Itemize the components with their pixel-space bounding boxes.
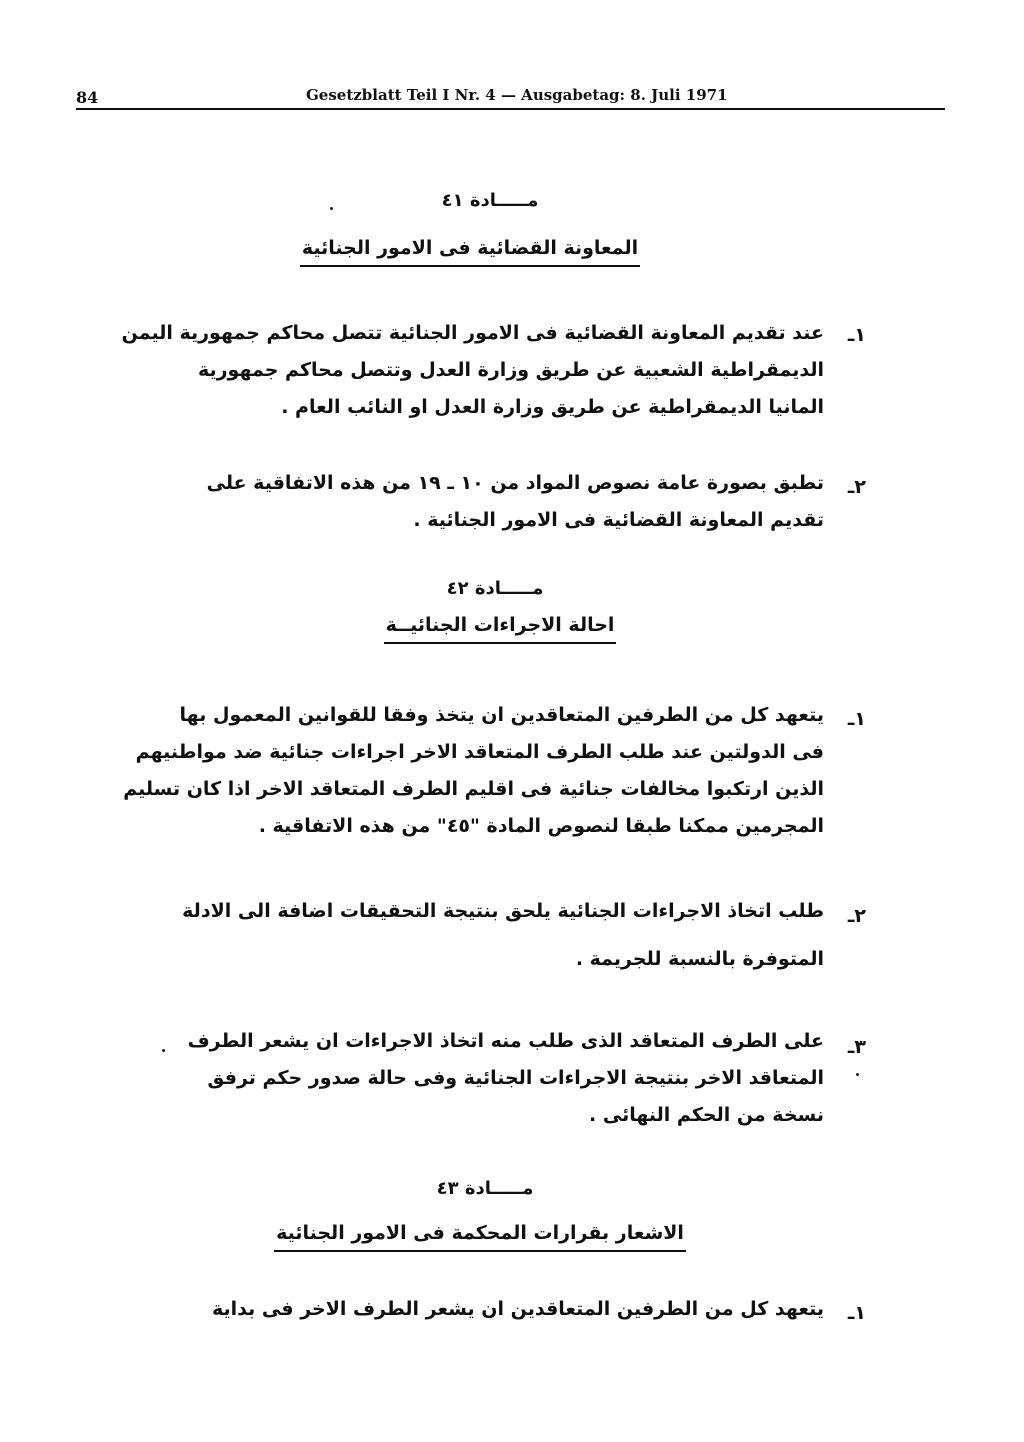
a41-p1 xyxy=(122,322,824,433)
article-42-title xyxy=(330,614,670,636)
a42-p3 xyxy=(188,1030,824,1141)
article-41-title xyxy=(270,237,670,259)
a41-p2-number: ٢ـ xyxy=(847,476,866,498)
a42-p3-number: ٣ـ xyxy=(847,1036,866,1058)
a42-p1 xyxy=(123,704,824,852)
a42-p2-line-1: طلب اتخاذ الاجراءات الجنائية يلحق بنتيجة التحقيقات اضافة الى الادلة xyxy=(182,900,824,922)
a42-p3-line-1: على الطرف المتعاقد الذى طلب منه اتخاذ الاجراءات ان يشعر الطرف xyxy=(187,1030,824,1052)
a41-p1-line-2: الديمقراطية الشعبية عن طريق وزارة العدل وتتصل محاكم جمهورية xyxy=(197,359,824,381)
a42-p3-line-2: المتعاقد الاخر بنتيجة الاجراءات الجنائية وفى حالة صدور حكم ترفق xyxy=(207,1067,824,1089)
article-42-title-text: احالة الاجراءات الجنائيــة xyxy=(384,614,617,644)
scan-speck xyxy=(330,207,333,210)
a42-p2-number: ٢ـ xyxy=(847,905,866,927)
a41-p1-number: ١ـ xyxy=(847,324,866,346)
a42-p1-line-3: الذين ارتكبوا مخالفات جنائية فى اقليم الطرف المتعاقد الاخر اذا كان تسليم xyxy=(123,778,824,800)
a43-p1-number: ١ـ xyxy=(847,1302,866,1324)
scan-speck xyxy=(856,1073,859,1076)
page-number: 84 xyxy=(76,88,99,107)
a41-p1-line-1: عند تقديم المعاونة القضائية فى الامور الجنائية تتصل محاكم جمهورية اليمن xyxy=(121,322,824,344)
article-43-title xyxy=(250,1222,710,1244)
article-41-title-text: المعاونة القضائية فى الامور الجنائية xyxy=(300,237,640,267)
a42-p3-line-3: نسخة من الحكم النهائى . xyxy=(589,1104,824,1126)
a41-p2 xyxy=(207,472,824,546)
running-head: Gesetzblatt Teil I Nr. 4 — Ausgabetag: 8. Juli 1971 xyxy=(306,86,728,104)
article-43-label: مـــــادة ٤٣ xyxy=(436,1178,534,1199)
a43-p1-line-1: يتعهد كل من الطرفين المتعاقدين ان يشعر الطرف الاخر فى بداية xyxy=(212,1298,824,1320)
a42-p1-line-2: فى الدولتين عند طلب الطرف المتعاقد الاخر اجراءات جنائية ضد مواطنيهم xyxy=(135,741,824,763)
header-rule xyxy=(76,108,945,110)
a42-p1-number: ١ـ xyxy=(847,708,866,730)
article-42-label: مـــــادة ٤٢ xyxy=(446,578,544,599)
a42-p1-line-4: المجرمين ممكنا طبقا لنصوص المادة "٤٥" من هذه الاتفاقية . xyxy=(258,815,824,837)
scan-speck xyxy=(162,1049,165,1052)
a41-p2-line-2: تقديم المعاونة القضائية فى الامور الجنائية . xyxy=(413,509,824,531)
article-43-title-text: الاشعار بقرارات المحكمة فى الامور الجنائية xyxy=(274,1222,686,1252)
article-41-label: مـــــادة ٤١ xyxy=(441,190,539,211)
a42-p1-line-1: يتعهد كل من الطرفين المتعاقدين ان يتخذ وفقا للقوانين المعمول بها xyxy=(179,704,824,726)
a41-p2-line-1: تطبق بصورة عامة نصوص المواد من ١٠ ـ ١٩ من هذه الاتفاقية على xyxy=(206,472,824,494)
a41-p1-line-3: المانيا الديمقراطية عن طريق وزارة العدل او النائب العام . xyxy=(281,396,824,418)
a42-p2 xyxy=(182,900,824,985)
a43-p1 xyxy=(212,1298,824,1335)
a42-p2-line-2: المتوفرة بالنسبة للجريمة . xyxy=(575,948,824,970)
